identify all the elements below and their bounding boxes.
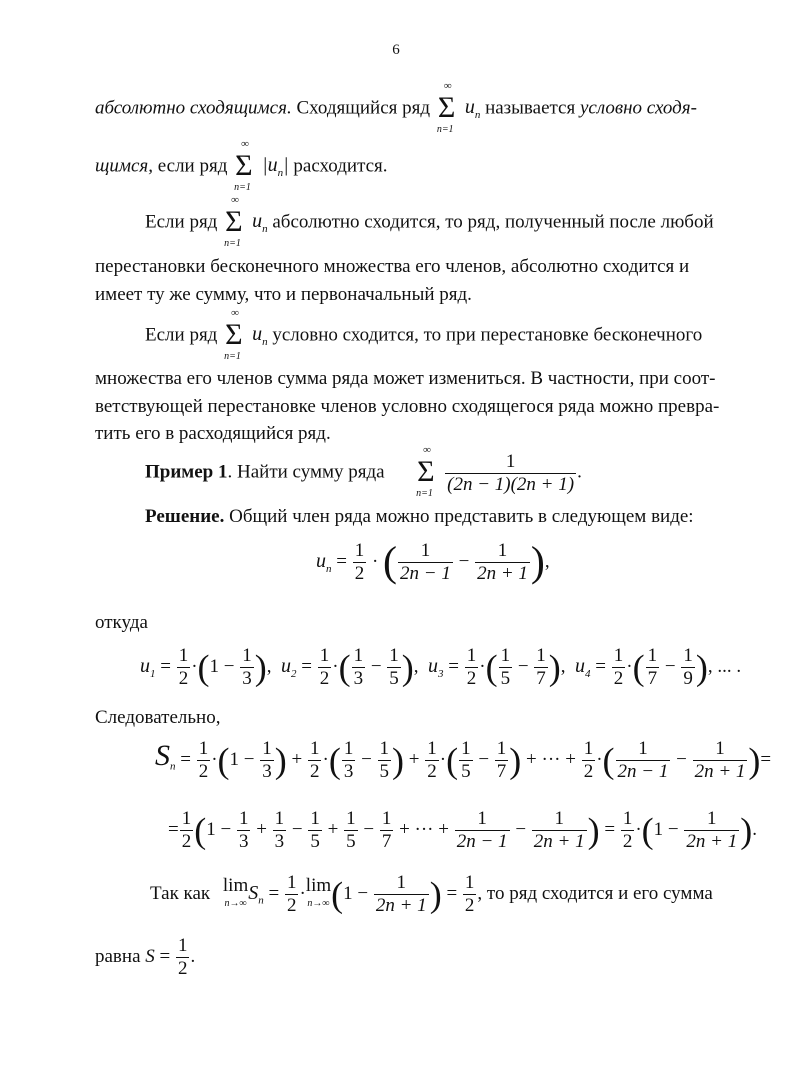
sn-row1: $S_n$ = $\frac{1}{2}$ ·(1 − $\frac{1}{3}$ ) + $\frac{1}{2}$ ·( $\frac{1}{3}$ − $\frac{1}{5}$ ) + $\frac{1}{2}$ ·( $\frac{1}{5}$ − $\frac{1}{7}$ ) + ··· + $\frac{1}{2}$ ·( $\frac{1}{2n - 1}$ − $\frac{1}{2n + 1}$ )= xyxy=(155,738,772,782)
para2-line1 xyxy=(145,194,714,249)
example-label: Пример 1 xyxy=(145,461,228,483)
sum-symbol: ∞ Σ n=1 xyxy=(224,194,243,249)
page-number: 6 xyxy=(392,42,400,58)
sum-term: $u_n$ xyxy=(252,323,268,349)
sum-term: $u_n$ xyxy=(252,210,268,236)
text: условно сходится, то при перестановке бесконечного xyxy=(272,324,703,346)
text: расходится. xyxy=(293,155,388,177)
term-conditional: условно сходя- xyxy=(579,97,697,119)
sum-symbol: ∞ Σ n=1 xyxy=(416,444,435,499)
para1-line1 xyxy=(95,80,697,135)
para2-line3: имеет ту же сумму, что и первоначальный ряд. xyxy=(95,284,472,305)
text: . Найти сумму ряда xyxy=(227,461,385,483)
term-1: $u_1$ = $\frac{1}{2}$ ·(1 − $\frac{1}{3}$ ), xyxy=(140,645,282,689)
term-conditional-cont: щимся, xyxy=(95,155,153,177)
sum-symbol: ∞ Σ n=1 xyxy=(234,138,253,193)
text: Если ряд xyxy=(145,324,218,346)
terms-row xyxy=(140,645,751,690)
sum-equals-line: равна S = $\frac{1}{2}$ . xyxy=(95,935,196,979)
term-2: $u_2$ = $\frac{1}{2}$ ·( $\frac{1}{3}$ − $\frac{1}{5}$ ), xyxy=(281,645,429,689)
text: Если ряд xyxy=(145,211,218,233)
solution-label: Решение. xyxy=(145,506,225,527)
text: Общий член ряда можно представить в следующем виде: xyxy=(229,506,694,527)
para3-line1 xyxy=(145,307,703,362)
term-3: $u_3$ = $\frac{1}{2}$ ·( $\frac{1}{5}$ − $\frac{1}{7}$ ), xyxy=(428,645,576,689)
abs-term: $|u_n|$ xyxy=(262,154,289,180)
text: Сходящийся ряд xyxy=(296,97,431,119)
sn-row2: = $\frac{1}{2}$ (1 − $\frac{1}{3}$ + $\frac{1}{3}$ − $\frac{1}{5}$ + $\frac{1}{5}$ − $\frac{1}{7}$ + ··· + $\frac{1}{2n - 1}$ − $\frac{1}{2n + 1}$ ) = $\frac{1}{2}$ ·(1 − $\frac{1}{2n + 1}$ ). xyxy=(168,808,757,852)
sum-symbol: ∞ Σ n=1 xyxy=(224,307,243,362)
term-absolute: абсолютно сходящимся. xyxy=(95,97,292,119)
sum-symbol: ∞ Σ n=1 xyxy=(436,80,456,135)
solution-line xyxy=(145,506,694,528)
para3-line4: тить его в расходящийся ряд. xyxy=(95,423,331,444)
text: если ряд xyxy=(157,155,228,177)
para3-line2: множества его членов сумма ряда может измениться. В частности, при соот- xyxy=(95,368,716,389)
para2-line2: перестановки бесконечного множества его членов, абсолютно сходится и xyxy=(95,256,690,277)
un-formula: $u_n$ = $\frac{1}{2}$ · ( $\frac{1}{2n - 1}$ − $\frac{1}{2n + 1}$ ), xyxy=(316,539,550,586)
para1-line2 xyxy=(95,138,388,193)
sum-term: $u_n$ xyxy=(464,96,481,122)
example-fraction: $\frac{1}{(2n - 1)(2n + 1)}$ xyxy=(447,450,575,495)
consequently: Следовательно, xyxy=(95,707,221,728)
para3-line3: ветствующей перестановке членов условно сходящегося ряда можно превра- xyxy=(95,396,720,417)
term-4: $u_4$ = $\frac{1}{2}$ ·( $\frac{1}{7}$ − $\frac{1}{9}$ ), ... . xyxy=(575,645,751,689)
text: абсолютно сходится, то ряд, полученный после любой xyxy=(272,211,714,233)
limit-line: Так как lim n→∞ $S_n$ = $\frac{1}{2}$ · lim n→∞ (1 − $\frac{1}{2n + 1}$ ) = $\frac{1}{2}$ , то ряд сходится и его сумма xyxy=(150,872,713,916)
whence: откуда xyxy=(95,612,148,633)
example-line: Пример 1. Найти сумму ряда ∞ Σ n=1 $\frac{1}{(2n - 1)(2n + 1)}$ . xyxy=(145,444,582,499)
text: называется xyxy=(485,97,576,119)
